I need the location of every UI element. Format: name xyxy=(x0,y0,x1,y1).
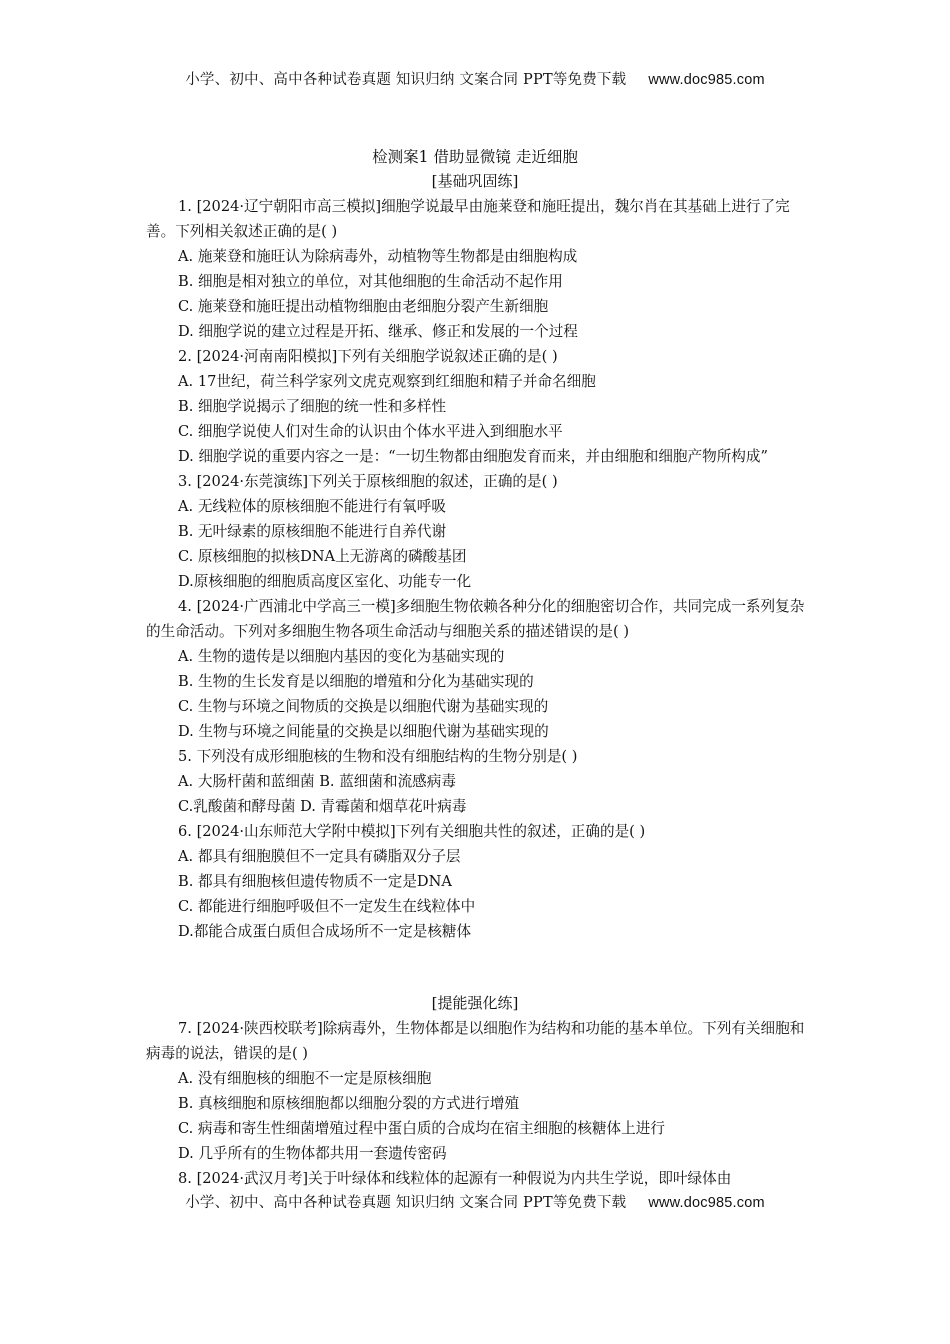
q2-option-a: A. 17世纪，荷兰科学家列文虎克观察到红细胞和精子并命名细胞 xyxy=(178,373,596,390)
section-basic: [基础巩固练] xyxy=(431,172,519,190)
q1-option-b: B. 细胞是相对独立的单位，对其他细胞的生命活动不起作用 xyxy=(178,273,563,290)
q2-stem: 2. [2024·河南南阳模拟]下列有关细胞学说叙述正确的是( ) xyxy=(178,348,558,365)
q7-stem: 7. [2024·陕西校联考]除病毒外，生物体都是以细胞作为结构和功能的基本单位。下列有关细胞和病毒的说法，错误的是( ) xyxy=(146,1020,805,1062)
q5-stem: 5. 下列没有成形细胞核的生物和没有细胞结构的生物分别是( ) xyxy=(178,748,578,765)
q1-option-a: A. 施莱登和施旺认为除病毒外，动植物等生物都是由细胞构成 xyxy=(178,248,578,265)
q1-stem: 1. [2024·辽宁朝阳市高三模拟]细胞学说最早由施莱登和施旺提出，魏尔肖在其基础上进行了完善。下列相关叙述正确的是( ) xyxy=(146,198,790,240)
q4-stem: 4. [2024·广西浦北中学高三一模]多细胞生物依赖各种分化的细胞密切合作，共同完成一系列复杂的生命活动。下列对多细胞生物各项生命活动与细胞关系的描述错误的是( ) xyxy=(146,598,805,640)
q4-option-b: B. 生物的生长发育是以细胞的增殖和分化为基础实现的 xyxy=(178,673,534,690)
header-text: 小学、初中、高中各种试卷真题 知识归纳 文案合同 PPT等免费下载 xyxy=(185,72,627,88)
q6-option-d: D.都能合成蛋白质但合成场所不一定是核糖体 xyxy=(178,923,472,940)
content-part1 xyxy=(146,194,810,944)
q4-option-d: D. 生物与环境之间能量的交换是以细胞代谢为基础实现的 xyxy=(178,723,549,740)
q3-option-b: B. 无叶绿素的原核细胞不能进行自养代谢 xyxy=(178,523,447,540)
q6-option-a: A. 都具有细胞膜但不一定具有磷脂双分子层 xyxy=(178,848,461,865)
page-title: 检测案1 借助显微镜 走近细胞 xyxy=(372,148,578,166)
q3-option-d: D.原核细胞的细胞质高度区室化、功能专一化 xyxy=(178,573,472,590)
q6-stem: 6. [2024·山东师范大学附中模拟]下列有关细胞共性的叙述，正确的是( ) xyxy=(178,823,646,840)
q7-option-d: D. 几乎所有的生物体都共用一套遗传密码 xyxy=(178,1145,447,1162)
section-advanced: [提能强化练] xyxy=(431,994,519,1012)
q3-stem: 3. [2024·东莞演练]下列关于原核细胞的叙述，正确的是( ) xyxy=(178,473,558,490)
q6-option-c: C. 都能进行细胞呼吸但不一定发生在线粒体中 xyxy=(178,898,476,915)
q5-options-cd: C.乳酸菌和酵母菌 D. 青霉菌和烟草花叶病毒 xyxy=(178,798,467,815)
q3-option-a: A. 无线粒体的原核细胞不能进行有氧呼吸 xyxy=(178,498,446,515)
q4-option-c: C. 生物与环境之间物质的交换是以细胞代谢为基础实现的 xyxy=(178,698,549,715)
q8-stem: 8. [2024·武汉月考]关于叶绿体和线粒体的起源有一种假说为内共生学说，即叶绿体由 xyxy=(178,1170,732,1187)
q1-option-d: D. 细胞学说的建立过程是开拓、继承、修正和发展的一个过程 xyxy=(178,323,578,340)
header-site[interactable]: www.doc985.com xyxy=(648,72,765,88)
content-part2 xyxy=(146,1016,810,1191)
q2-option-c: C. 细胞学说使人们对生命的认识由个体水平进入到细胞水平 xyxy=(178,423,563,440)
page-header xyxy=(0,68,950,89)
q3-option-c: C. 原核细胞的拟核DNA上无游离的磷酸基团 xyxy=(178,548,467,565)
q7-option-b: B. 真核细胞和原核细胞都以细胞分裂的方式进行增殖 xyxy=(178,1095,520,1112)
q1-option-c: C. 施莱登和施旺提出动植物细胞由老细胞分裂产生新细胞 xyxy=(178,298,549,315)
page-footer xyxy=(0,1191,950,1212)
q2-option-b: B. 细胞学说揭示了细胞的统一性和多样性 xyxy=(178,398,447,415)
q5-options-ab: A. 大肠杆菌和蓝细菌 B. 蓝细菌和流感病毒 xyxy=(178,773,456,790)
q6-option-b: B. 都具有细胞核但遗传物质不一定是DNA xyxy=(178,873,452,890)
q2-option-d: D. 细胞学说的重要内容之一是：“一切生物都由细胞发育而来，并由细胞和细胞产物所构成” xyxy=(178,448,768,465)
q7-option-a: A. 没有细胞核的细胞不一定是原核细胞 xyxy=(178,1070,432,1087)
q4-option-a: A. 生物的遗传是以细胞内基因的变化为基础实现的 xyxy=(178,648,505,665)
q7-option-c: C. 病毒和寄生性细菌增殖过程中蛋白质的合成均在宿主细胞的核糖体上进行 xyxy=(178,1120,665,1137)
footer-site[interactable]: www.doc985.com xyxy=(648,1195,765,1211)
footer-text: 小学、初中、高中各种试卷真题 知识归纳 文案合同 PPT等免费下载 xyxy=(185,1195,627,1211)
